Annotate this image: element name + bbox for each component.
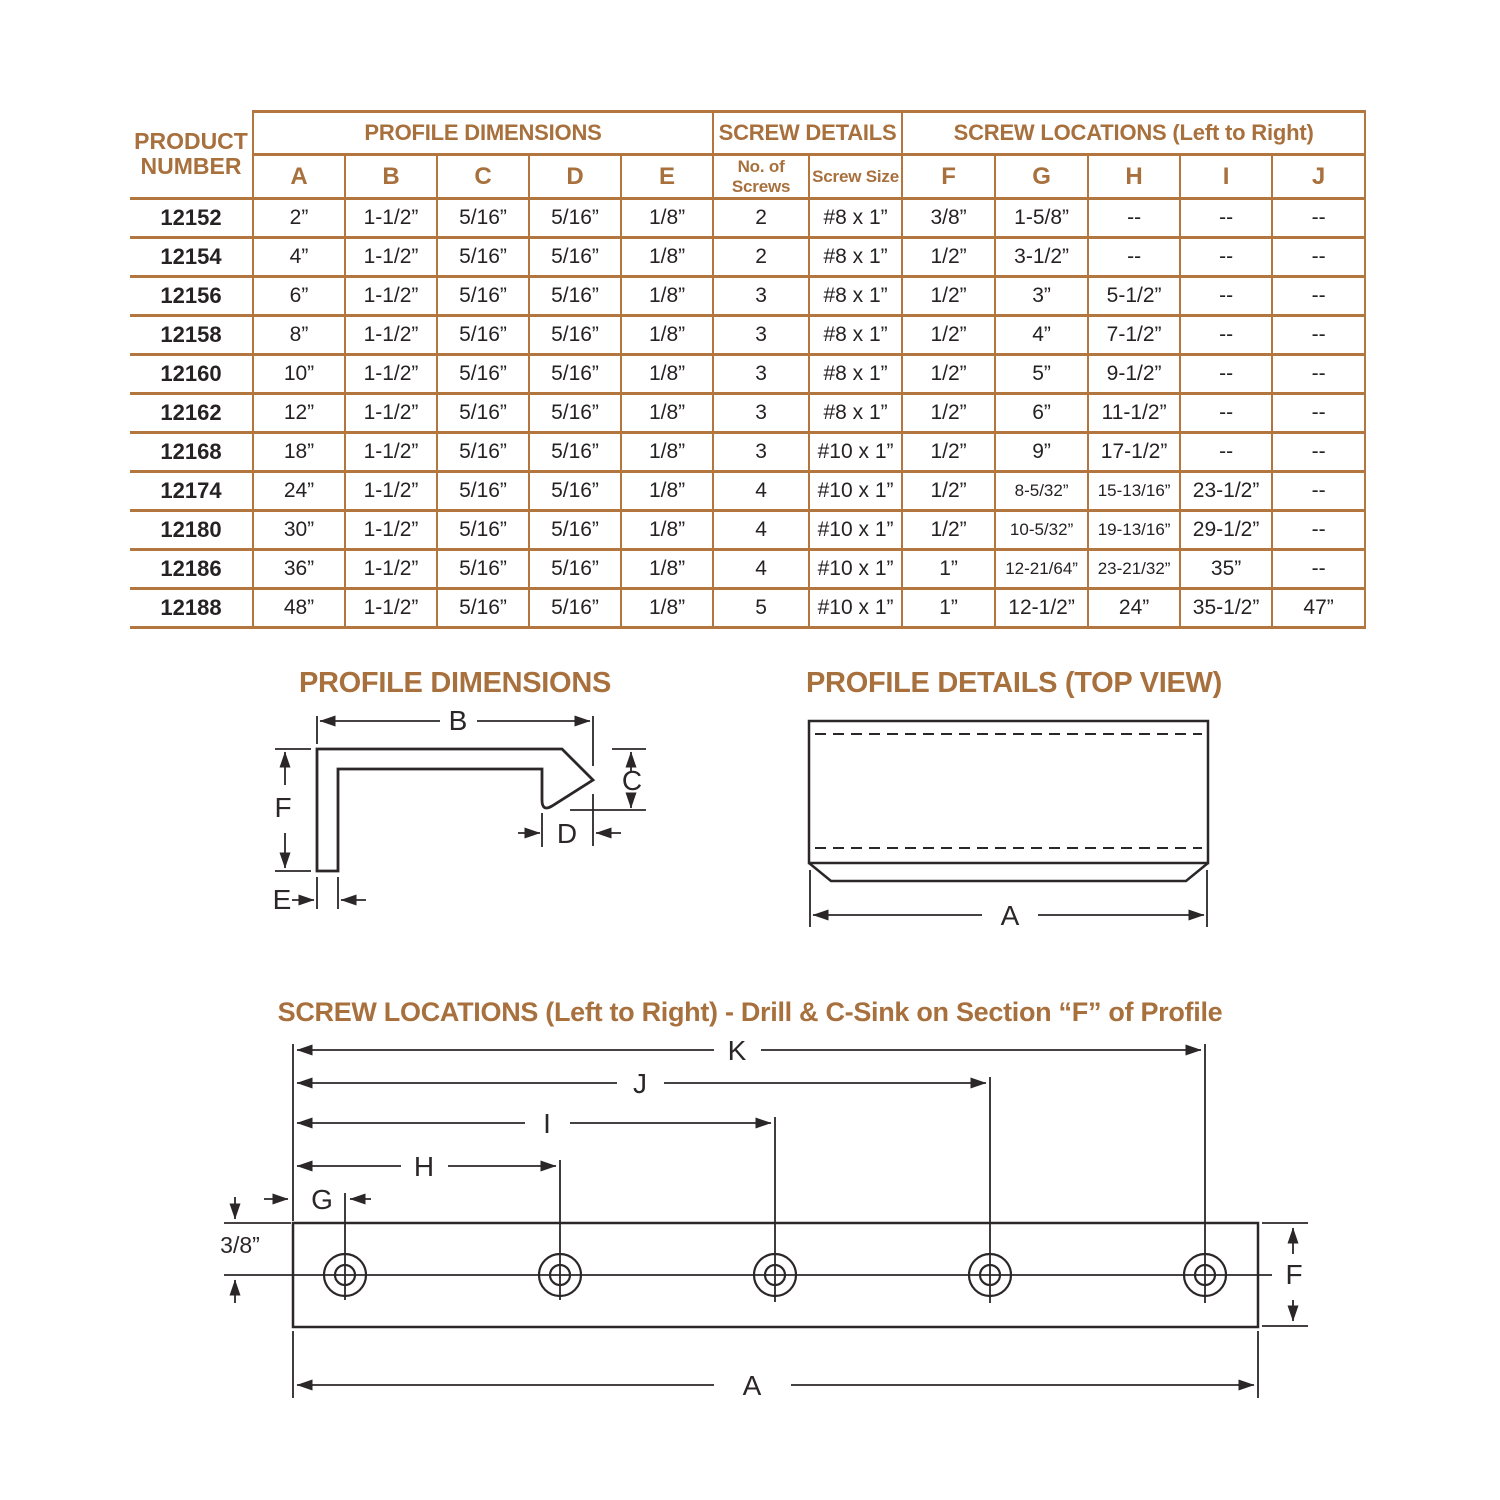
product-number-cell: 12162 <box>130 394 253 433</box>
screw-locations-diagram <box>220 1035 1308 1401</box>
cell-g: 3-1/2” <box>995 238 1088 277</box>
cell-g: 9” <box>995 433 1088 472</box>
cell-f: 1/2” <box>902 433 995 472</box>
cell-no-of-screws: 2 <box>713 199 809 238</box>
cell-b: 1-1/2” <box>345 277 437 316</box>
col-header-h: H <box>1088 155 1180 199</box>
cell-g: 1-5/8” <box>995 199 1088 238</box>
cell-screw-size: #8 x 1” <box>809 316 902 355</box>
cell-j: -- <box>1272 316 1365 355</box>
cell-e: 1/8” <box>621 316 713 355</box>
profile-details-top-view-title: PROFILE DETAILS (TOP VIEW) <box>806 667 1222 699</box>
cell-j: -- <box>1272 472 1365 511</box>
cell-i: -- <box>1180 433 1272 472</box>
cell-a: 2” <box>253 199 345 238</box>
cell-screw-size: #10 x 1” <box>809 472 902 511</box>
cell-f: 1/2” <box>902 238 995 277</box>
dim-label-c: C <box>621 765 643 796</box>
cell-no-of-screws: 4 <box>713 511 809 550</box>
col-header-d: D <box>529 155 621 199</box>
cell-d: 5/16” <box>529 433 621 472</box>
product-number-cell: 12152 <box>130 199 253 238</box>
cell-d: 5/16” <box>529 355 621 394</box>
cell-f: 1” <box>902 550 995 589</box>
cell-screw-size: #10 x 1” <box>809 550 902 589</box>
cell-c: 5/16” <box>437 316 529 355</box>
cell-d: 5/16” <box>529 472 621 511</box>
product-number-cell: 12180 <box>130 511 253 550</box>
product-number-cell: 12186 <box>130 550 253 589</box>
cell-a: 48” <box>253 589 345 628</box>
product-number-cell: 12154 <box>130 238 253 277</box>
dim-label-f-bar: F <box>1285 1259 1303 1290</box>
cell-e: 1/8” <box>621 238 713 277</box>
dim-label-f: F <box>274 792 292 823</box>
cell-j: -- <box>1272 355 1365 394</box>
cell-no-of-screws: 5 <box>713 589 809 628</box>
cell-d: 5/16” <box>529 511 621 550</box>
cell-c: 5/16” <box>437 355 529 394</box>
cell-a: 12” <box>253 394 345 433</box>
cell-f: 1/2” <box>902 277 995 316</box>
cell-screw-size: #10 x 1” <box>809 433 902 472</box>
cell-a: 36” <box>253 550 345 589</box>
cell-f: 1/2” <box>902 355 995 394</box>
product-number-cell: 12156 <box>130 277 253 316</box>
cell-i: -- <box>1180 277 1272 316</box>
cell-e: 1/8” <box>621 589 713 628</box>
cell-e: 1/8” <box>621 199 713 238</box>
dim-label-g: G <box>311 1184 333 1215</box>
cell-d: 5/16” <box>529 238 621 277</box>
cell-g: 3” <box>995 277 1088 316</box>
cell-h: -- <box>1088 238 1180 277</box>
cell-screw-size: #8 x 1” <box>809 277 902 316</box>
cell-d: 5/16” <box>529 199 621 238</box>
screw-locations-title: SCREW LOCATIONS (Left to Right) - Drill & C-Sink on Section “F” of Profile <box>277 997 1223 1027</box>
cell-a: 30” <box>253 511 345 550</box>
cell-j: -- <box>1272 550 1365 589</box>
cell-f: 1/2” <box>902 394 995 433</box>
col-header-f: F <box>902 155 995 199</box>
product-number-cell: 12168 <box>130 433 253 472</box>
cell-e: 1/8” <box>621 355 713 394</box>
cell-screw-size: #8 x 1” <box>809 394 902 433</box>
col-header-g: G <box>995 155 1088 199</box>
cell-e: 1/8” <box>621 472 713 511</box>
cell-a: 24” <box>253 472 345 511</box>
dim-label-h: H <box>413 1151 435 1182</box>
cell-h: 5-1/2” <box>1088 277 1180 316</box>
cell-c: 5/16” <box>437 472 529 511</box>
col-header-j: J <box>1272 155 1365 199</box>
dim-label-a-bar: A <box>742 1370 762 1401</box>
profile-dimensions-diagram <box>273 705 646 915</box>
cell-b: 1-1/2” <box>345 199 437 238</box>
cell-d: 5/16” <box>529 316 621 355</box>
cell-i: -- <box>1180 394 1272 433</box>
top-view-bevel <box>809 863 1208 881</box>
cell-no-of-screws: 4 <box>713 472 809 511</box>
cell-c: 5/16” <box>437 589 529 628</box>
product-number-cell: 12160 <box>130 355 253 394</box>
col-header-b: B <box>345 155 437 199</box>
cell-b: 1-1/2” <box>345 433 437 472</box>
cell-h: 24” <box>1088 589 1180 628</box>
cell-i: -- <box>1180 316 1272 355</box>
dim-label-offset: 3/8” <box>220 1232 260 1258</box>
cell-i: 29-1/2” <box>1180 511 1272 550</box>
cell-a: 4” <box>253 238 345 277</box>
cell-h: 17-1/2” <box>1088 433 1180 472</box>
dim-label-a-topview: A <box>1000 900 1020 931</box>
col-header-a: A <box>253 155 345 199</box>
cell-b: 1-1/2” <box>345 472 437 511</box>
cell-c: 5/16” <box>437 277 529 316</box>
cell-g: 10-5/32” <box>995 511 1088 550</box>
product-number-cell: 12158 <box>130 316 253 355</box>
dim-label-b: B <box>448 705 468 736</box>
screw-locations-group-header: SCREW LOCATIONS (Left to Right) <box>902 112 1365 155</box>
cell-f: 3/8” <box>902 199 995 238</box>
cell-i: 35-1/2” <box>1180 589 1272 628</box>
cell-j: -- <box>1272 394 1365 433</box>
cell-e: 1/8” <box>621 394 713 433</box>
cell-i: 23-1/2” <box>1180 472 1272 511</box>
cell-a: 8” <box>253 316 345 355</box>
cell-i: 35” <box>1180 550 1272 589</box>
cell-e: 1/8” <box>621 511 713 550</box>
cell-j: -- <box>1272 433 1365 472</box>
col-header-no-of-screws: No. of Screws <box>713 155 809 199</box>
col-header-i: I <box>1180 155 1272 199</box>
dim-label-j: J <box>633 1068 647 1099</box>
cell-d: 5/16” <box>529 550 621 589</box>
col-header-e: E <box>621 155 713 199</box>
cell-f: 1/2” <box>902 511 995 550</box>
cell-a: 10” <box>253 355 345 394</box>
cell-b: 1-1/2” <box>345 238 437 277</box>
cell-b: 1-1/2” <box>345 394 437 433</box>
cell-b: 1-1/2” <box>345 589 437 628</box>
cell-g: 5” <box>995 355 1088 394</box>
cell-j: -- <box>1272 238 1365 277</box>
cell-j: -- <box>1272 511 1365 550</box>
cell-d: 5/16” <box>529 394 621 433</box>
cell-g: 8-5/32” <box>995 472 1088 511</box>
cell-b: 1-1/2” <box>345 355 437 394</box>
cell-g: 6” <box>995 394 1088 433</box>
col-header-screw-size: Screw Size <box>809 155 902 199</box>
dim-label-e: E <box>272 884 292 915</box>
cell-c: 5/16” <box>437 238 529 277</box>
product-number-cell: 12188 <box>130 589 253 628</box>
cell-no-of-screws: 3 <box>713 433 809 472</box>
cell-a: 6” <box>253 277 345 316</box>
cell-screw-size: #8 x 1” <box>809 238 902 277</box>
profile-top-view-diagram <box>809 721 1208 931</box>
cell-screw-size: #8 x 1” <box>809 199 902 238</box>
cell-screw-size: #10 x 1” <box>809 511 902 550</box>
profile-dimensions-group-header: PROFILE DIMENSIONS <box>253 112 713 155</box>
cell-no-of-screws: 3 <box>713 316 809 355</box>
cell-h: 9-1/2” <box>1088 355 1180 394</box>
product-number-cell: 12174 <box>130 472 253 511</box>
cell-f: 1/2” <box>902 316 995 355</box>
cell-i: -- <box>1180 199 1272 238</box>
cell-no-of-screws: 3 <box>713 394 809 433</box>
dim-label-k: K <box>727 1035 747 1066</box>
cell-c: 5/16” <box>437 433 529 472</box>
cell-no-of-screws: 3 <box>713 277 809 316</box>
cell-b: 1-1/2” <box>345 550 437 589</box>
cell-a: 18” <box>253 433 345 472</box>
cell-g: 12-21/64” <box>995 550 1088 589</box>
cell-h: 7-1/2” <box>1088 316 1180 355</box>
cell-screw-size: #8 x 1” <box>809 355 902 394</box>
cell-c: 5/16” <box>437 511 529 550</box>
cell-e: 1/8” <box>621 550 713 589</box>
cell-d: 5/16” <box>529 277 621 316</box>
dim-label-i: I <box>543 1108 551 1139</box>
cell-c: 5/16” <box>437 394 529 433</box>
cell-no-of-screws: 4 <box>713 550 809 589</box>
cell-f: 1/2” <box>902 472 995 511</box>
cell-i: -- <box>1180 355 1272 394</box>
cell-j: -- <box>1272 199 1365 238</box>
cell-b: 1-1/2” <box>345 511 437 550</box>
cell-e: 1/8” <box>621 277 713 316</box>
cell-i: -- <box>1180 238 1272 277</box>
cell-h: 15-13/16” <box>1088 472 1180 511</box>
profile-outline <box>317 749 593 871</box>
cell-no-of-screws: 3 <box>713 355 809 394</box>
top-view-body <box>809 721 1208 863</box>
product-number-header: PRODUCT NUMBER <box>130 112 253 199</box>
cell-d: 5/16” <box>529 589 621 628</box>
cell-j: -- <box>1272 277 1365 316</box>
cell-h: 11-1/2” <box>1088 394 1180 433</box>
screw-details-group-header: SCREW DETAILS <box>713 112 902 155</box>
cell-h: 19-13/16” <box>1088 511 1180 550</box>
cell-no-of-screws: 2 <box>713 238 809 277</box>
cell-g: 12-1/2” <box>995 589 1088 628</box>
cell-f: 1” <box>902 589 995 628</box>
profile-dimensions-title: PROFILE DIMENSIONS <box>298 667 611 699</box>
cell-e: 1/8” <box>621 433 713 472</box>
dim-label-d: D <box>556 818 578 849</box>
cell-j: 47” <box>1272 589 1365 628</box>
cell-h: 23-21/32” <box>1088 550 1180 589</box>
cell-c: 5/16” <box>437 199 529 238</box>
cell-g: 4” <box>995 316 1088 355</box>
cell-b: 1-1/2” <box>345 316 437 355</box>
cell-screw-size: #10 x 1” <box>809 589 902 628</box>
cell-h: -- <box>1088 199 1180 238</box>
col-header-c: C <box>437 155 529 199</box>
cell-c: 5/16” <box>437 550 529 589</box>
